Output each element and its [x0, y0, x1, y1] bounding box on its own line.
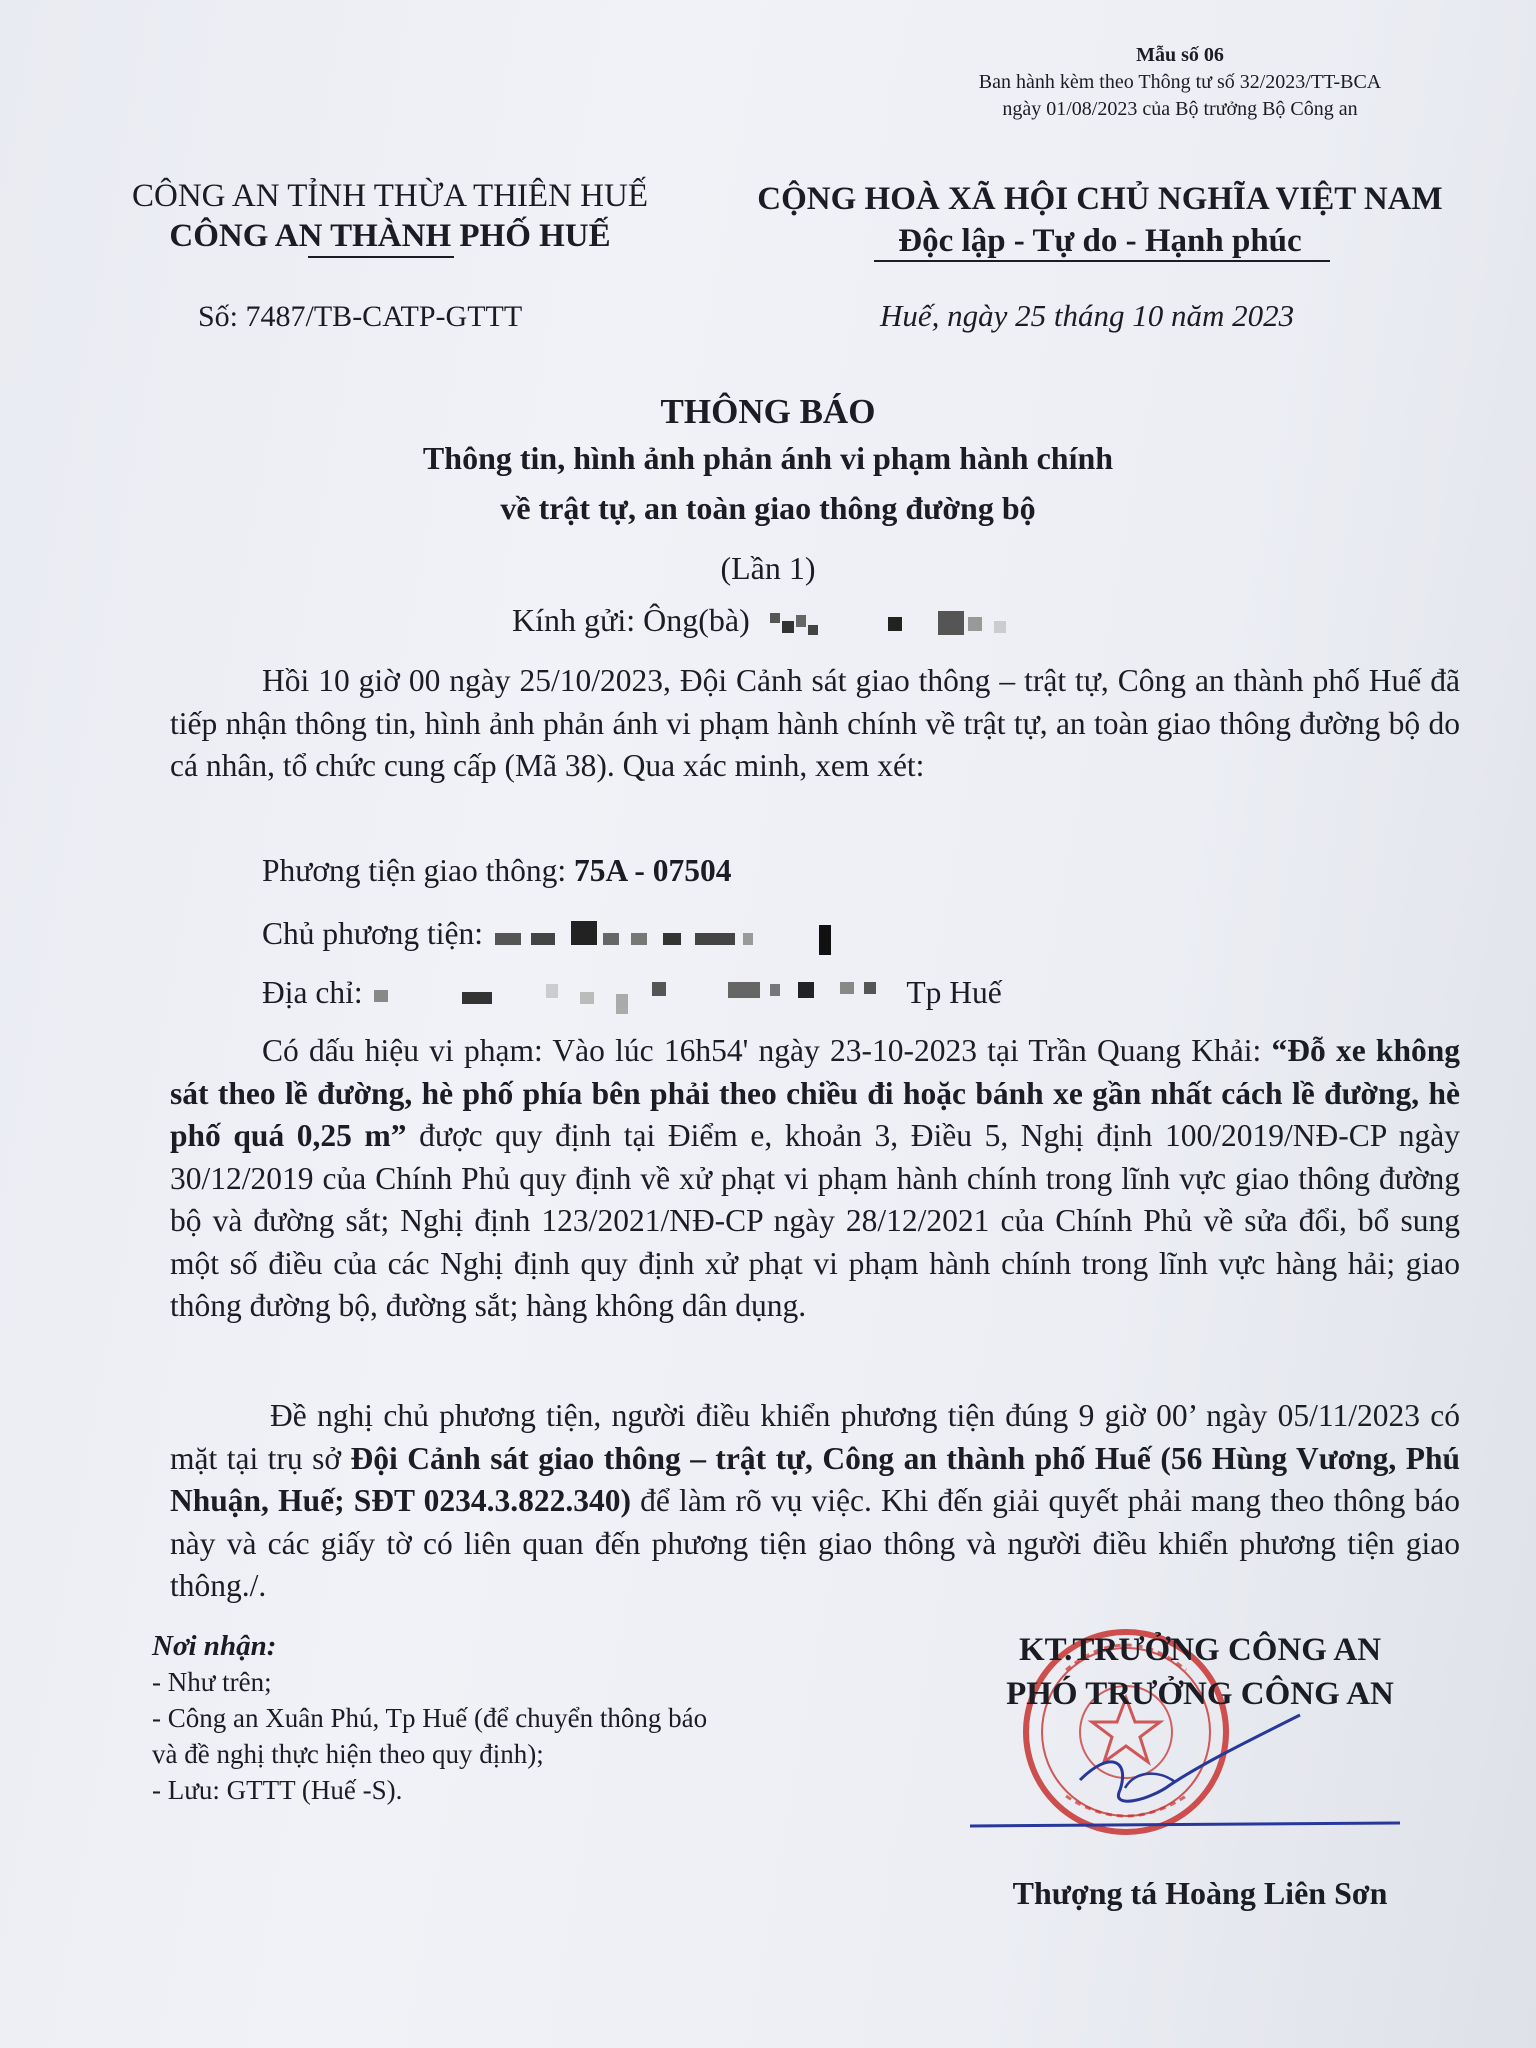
agency-parent: CÔNG AN TỈNH THỪA THIÊN HUẾ: [131, 178, 648, 214]
agency-underline: [308, 256, 454, 258]
redacted-name: [768, 607, 1068, 641]
owner-label: Chủ phương tiện:: [262, 916, 483, 951]
attempt-number: (Lần 1): [720, 550, 816, 586]
document-number: Số: 7487/TB-CATP-GTTT: [198, 300, 523, 333]
form-issued-text: Ban hành kèm theo Thông tư số 32/2023/TT-BCA: [978, 71, 1382, 93]
signature-title-line1: KT.TRƯỞNG CÔNG AN: [1018, 1632, 1382, 1668]
address-line: [262, 974, 1002, 1018]
request-location: Đội Cảnh sát giao thông – trật tự, Công an thành phố Huế (56 Hùng Vương, Phú Nhuận, Huế; SĐT 0234.3.822.340): [170, 1440, 1460, 1518]
request-time: Đề nghị chủ phương tiện, người điều khiển phương tiện đúng 9 giờ 00’ ngày 05/11/2023 có mặt tại trụ sở: [170, 1398, 1460, 1476]
recipients-block: [152, 1628, 707, 1808]
document-title: THÔNG BÁO: [660, 392, 876, 431]
recipients-heading: Nơi nhận:: [152, 1630, 277, 1662]
owner-line: [262, 916, 831, 957]
recipient-item: - Như trên;: [152, 1667, 272, 1697]
handwritten-signature: [960, 1690, 1380, 1830]
agency-header: [100, 176, 680, 256]
agency-name: CÔNG AN THÀNH PHỐ HUẾ: [169, 218, 611, 254]
motto-underline: [874, 260, 1330, 262]
violation-intro: Có dấu hiệu vi phạm: Vào lúc 16h54' ngày 23-10-2023 tại Trần Quang Khải:: [262, 1033, 1272, 1068]
recipient-line: [512, 602, 1068, 641]
violation-paragraph: [170, 1030, 1460, 1328]
violation-legal-basis: được quy định tại Điểm e, khoản 3, Điều 5, Nghị định 100/2019/NĐ-CP ngày 30/12/2019 của Chính Phủ quy định về xử phạt vi phạm hành chính trong lĩnh vực giao thông đường bộ và đường sắt; Nghị định 123/2021/NĐ-CP ngày 28/12/2021 của Chính Phủ về sửa đổi, bổ sung một số điều của các Nghị định quy định xử phạt vi phạm hành chính trong lĩnh vực hàng hải; giao thông đường bộ, đường sắt; hàng không dân dụng.: [170, 1118, 1460, 1323]
redacted-owner: [491, 917, 831, 957]
vehicle-plate: 75A - 07504: [573, 853, 732, 888]
national-motto: Độc lập - Tự do - Hạnh phúc: [898, 223, 1302, 259]
address-label: Địa chỉ:: [262, 975, 363, 1011]
document-date: Huế, ngày 25 tháng 10 năm 2023: [880, 298, 1295, 333]
vehicle-label: Phương tiện giao thông:: [262, 853, 574, 888]
vehicle-line: [262, 853, 731, 889]
redacted-address: [370, 974, 880, 1018]
form-reference: [940, 42, 1420, 123]
intro-paragraph: Hồi 10 giờ 00 ngày 25/10/2023, Đội Cảnh sát giao thông – trật tự, Công an thành phố Huế đã tiếp nhận thông tin, hình ảnh phản ánh vi phạm hành chính về trật tự, an toàn giao thông đường bộ do cá nhân, tổ chức cung cấp (Mã 38). Qua xác minh, xem xét:: [170, 663, 1460, 783]
recipient-label: Kính gửi: Ông(bà): [512, 602, 750, 638]
address-city: Tp Huế: [906, 975, 1002, 1011]
signature-title-line2: PHÓ TRƯỞNG CÔNG AN: [1006, 1676, 1394, 1712]
national-header: [730, 178, 1470, 262]
signer-name: Thượng tá Hoàng Liên Sơn: [1012, 1875, 1388, 1911]
country-name: CỘNG HOÀ XÃ HỘI CHỦ NGHĨA VIỆT NAM: [757, 181, 1443, 217]
request-paragraph: [170, 1395, 1460, 1608]
request-instructions: để làm rõ vụ việc. Khi đến giải quyết phải mang theo thông báo này và các giấy tờ có liên quan đến phương tiện giao thông và người điều khiển phương tiện giao thông./.: [170, 1483, 1460, 1603]
recipient-item: - Công an Xuân Phú, Tp Huế (để chuyển thông báo: [152, 1703, 708, 1733]
document-subtitle-1: Thông tin, hình ảnh phản ánh vi phạm hành chính: [422, 440, 1114, 476]
recipient-item: - Lưu: GTTT (Huế -S).: [152, 1775, 403, 1805]
recipient-item: và đề nghị thực hiện theo quy định);: [152, 1739, 544, 1769]
document-subtitle-2: về trật tự, an toàn giao thông đường bộ: [500, 490, 1036, 526]
violation-description: “Đỗ xe không sát theo lề đường, hè phố phía bên phải theo chiều đi hoặc bánh xe gần nhất cách lề đường, hè phố quá 0,25 m”: [170, 1033, 1460, 1153]
form-number: Mẫu số 06: [1136, 44, 1224, 66]
form-issued-date: ngày 01/08/2023 của Bộ trưởng Bộ Công an: [1002, 98, 1358, 120]
